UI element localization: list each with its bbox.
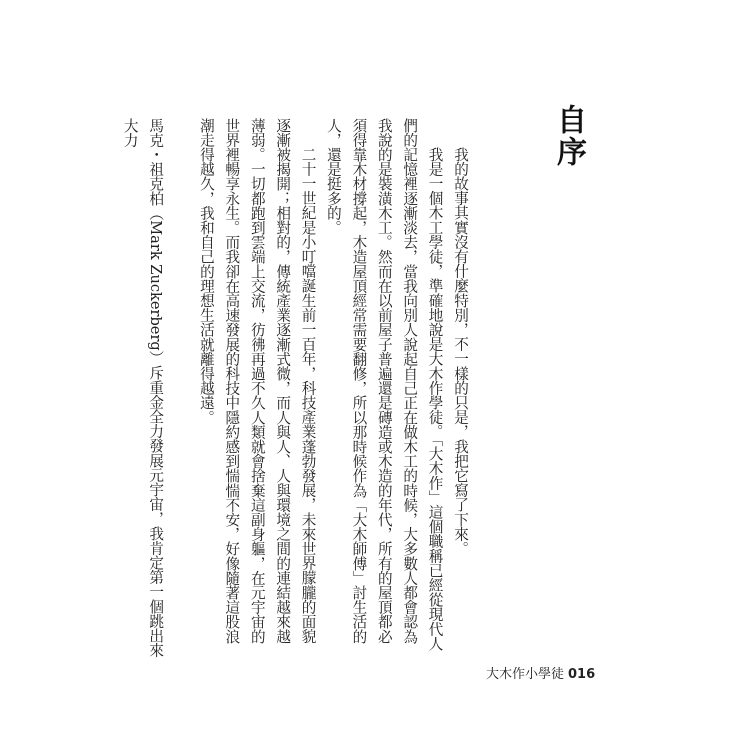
paragraph-1: 我的故事其實沒有什麼特別，不一樣的只是，我把它寫了下來。 — [452, 147, 469, 556]
page-footer — [486, 663, 595, 682]
body-text — [121, 118, 473, 658]
page-number: 016 — [568, 667, 596, 682]
page-title: 自序 — [551, 104, 586, 168]
paragraph-4: 馬克・祖克柏（Mark Zuckerberg）斥重金全力發展元宇宙，我肯定第一個跳出來大力 — [121, 118, 165, 658]
running-title: 大木作小學徒 — [486, 667, 565, 682]
paragraph-2: 我是一個木工學徒，準確地說是大木作學徒。「大木作」這個職稱已經從現代人們的記憶裡逐漸淡去，當我向別人說起自己正在做木工的時候，大多數人都會認為我說的是裝潢木工。然而在以前屋子普遍還是磚造或木造的年代，所有的屋頂都必須得靠木材撐起，木造屋頂經常需要翻修，所以那時候作為「大木師傅」討生活的人，還是挺多的。 — [324, 118, 444, 651]
paragraph-3: 二十一世紀是小叮噹誕生前一百年，科技產業蓬勃發展，未來世界朦朧的面貌逐漸被揭開；相對的，傳統產業逐漸式微，而人與人、人與環境之間的連結越來越薄弱。一切都跑到雲端上交流，彷彿再過不久人類就會捨棄這副身軀，在元宇宙的世界裡暢享永生。而我卻在高速發展的科技中隱約感到惴惴不安，好像隨著這股浪潮走得越久，我和自己的理想生活就離得越遠。 — [197, 118, 317, 644]
